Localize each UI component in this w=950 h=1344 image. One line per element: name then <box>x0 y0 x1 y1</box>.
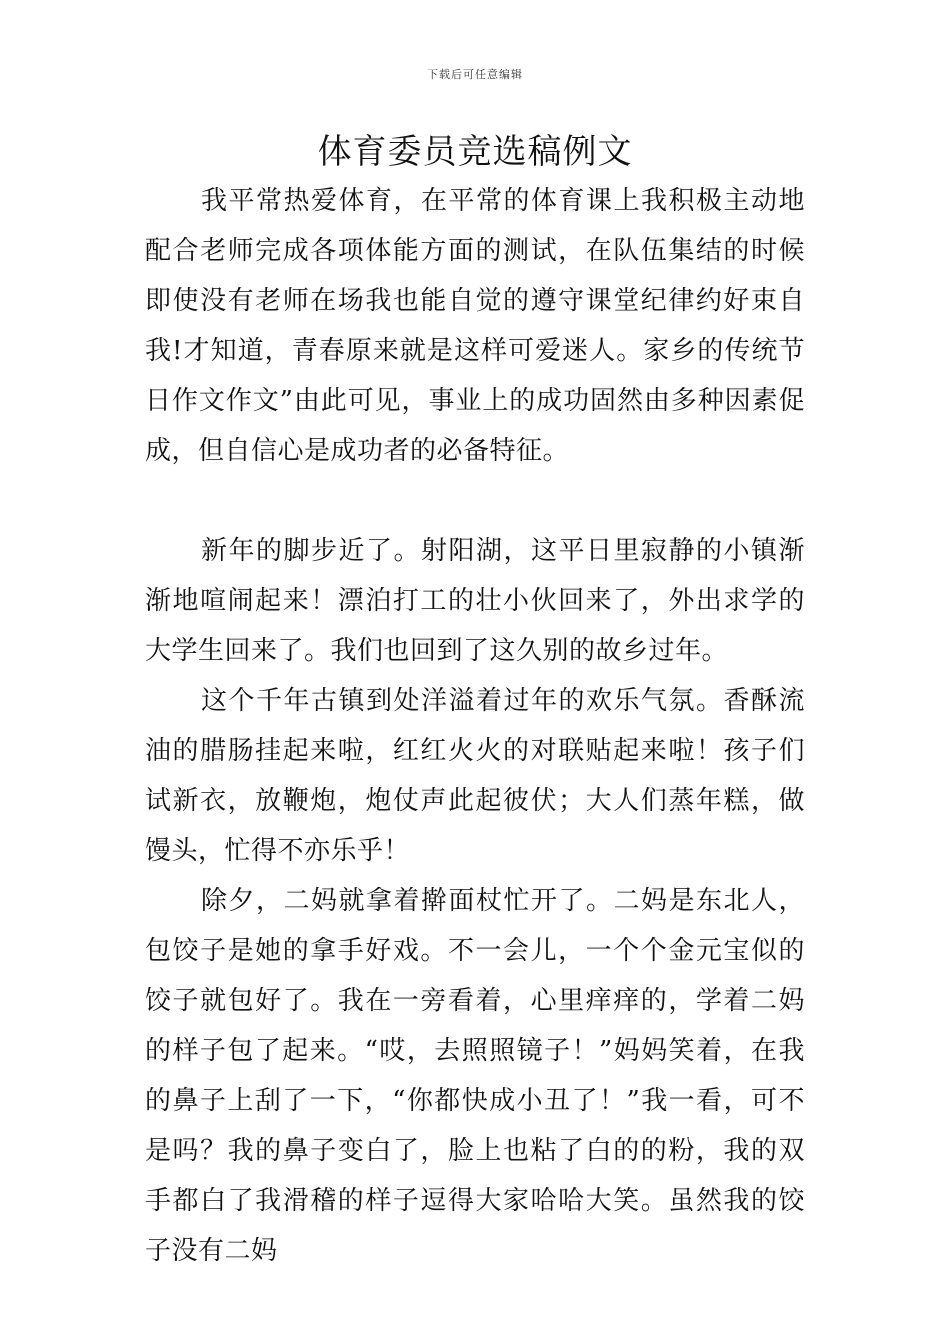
paragraph: 我平常热爱体育，在平常的体育课上我积极主动地配合老师完成各项体能方面的测试，在队伍集结的时候即使没有老师在场我也能自觉的遵守课堂纪律约好束自我!才知道，青春原来就是这样可爱迷人。家乡的传统节日作文作文”由此可见，事业上的成功固然由多种因素促成，但自信心是成功者的必备特征。 <box>145 186 805 466</box>
document-title: 体育委员竞选稿例文 <box>317 132 633 172</box>
header-note: 下载后可任意编辑 <box>427 68 523 81</box>
paragraph: 除夕，二妈就拿着擀面杖忙开了。二妈是东北人，包饺子是她的拿手好戏。不一会儿，一个个金元宝似的饺子就包好了。我在一旁看着，心里痒痒的，学着二妈的样子包了起来。“哎，去照照镜子！”妈妈笑着，在我的鼻子上刮了一下，“你都快成小丑了！”我一看，可不是吗？我的鼻子变白了，脸上也粘了白的的粉，我的双手都白了我滑稽的样子逗得大家哈哈大笑。虽然我的饺子没有二妈 <box>145 886 805 1266</box>
paragraph-spacer <box>145 476 805 526</box>
paragraph: 新年的脚步近了。射阳湖，这平日里寂静的小镇渐渐地喧闹起来！漂泊打工的壮小伙回来了，外出求学的大学生回来了。我们也回到了这久别的故乡过年。 <box>145 536 805 666</box>
document-body <box>145 176 805 1276</box>
paragraph: 这个千年古镇到处洋溢着过年的欢乐气氛。香酥流油的腊肠挂起来啦，红红火火的对联贴起来啦！孩子们试新衣，放鞭炮，炮仗声此起彼伏；大人们蒸年糕，做馒头，忙得不亦乐乎！ <box>145 686 805 866</box>
